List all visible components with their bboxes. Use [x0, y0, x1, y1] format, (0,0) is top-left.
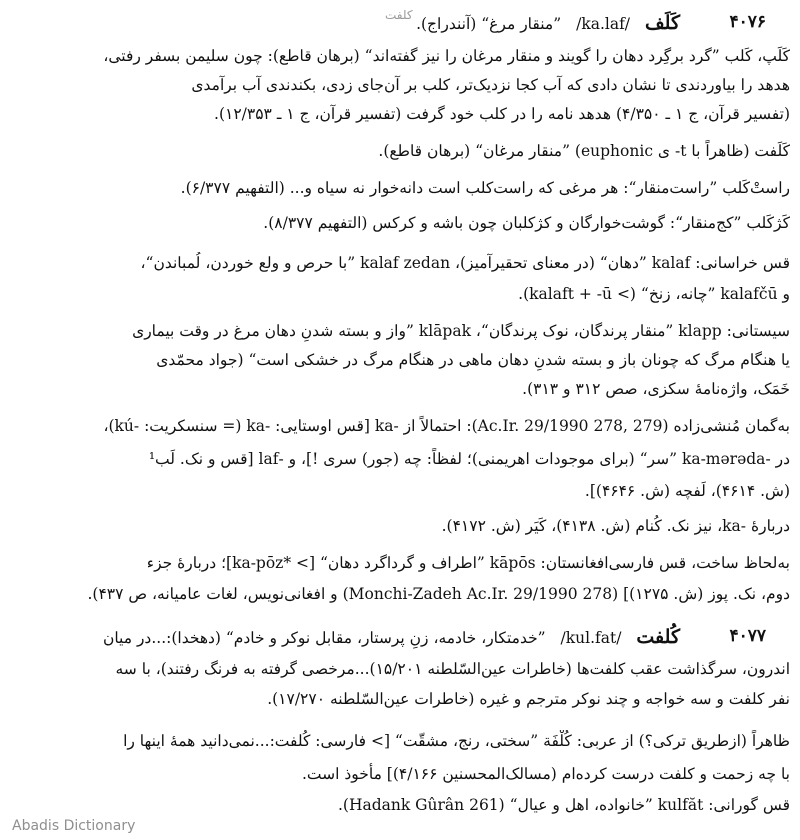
entry-title — [416, 12, 680, 34]
entry-line: با چه زحمت و کلفت درست کرده‌ام (مسالک‌المحسنین ۴/۱۶۶)] مأخوذ است. — [301, 765, 790, 783]
entry-number: ۴۰۷۷ — [729, 626, 766, 646]
entry-line: در -ka-mərəda ”سر“ (برای موجودات اهریمنی)؛ لفظاً: چه (جور) سری !]، و -laf [قس و نک. لَب¹ — [148, 450, 790, 468]
entry-number: ۴۰۷۶ — [729, 12, 766, 32]
entry-line: (تفسیر قرآن، ج ۱ ـ ۴/۳۵۰) هدهد نامه را در کلب خود گرفت (تفسیر قرآن، ج ۱ ـ ۱۲/۳۵۳). — [214, 105, 790, 123]
entry-line: نفر کلفت و سه خواجه و چند نوکر مترجم و غیره (خاطرات عین‌السّلطنه ۱۷/۲۷۰). — [267, 690, 790, 708]
entry-line: کَژکَلب ”کج‌منقار“: گوشت‌خوارگان و کژکلبان چون باشه و کرکس (التفهیم ۸/۳۷۷). — [263, 214, 790, 232]
gloss: ”خدمتکار، خادمه، زنِ پرستار، مقابل نوکر و خادم“ (دهخدا):...در میان — [102, 629, 546, 647]
pronunciation: /ka.laf/ — [576, 15, 631, 33]
entry-line: و kalafčū ”چانه، زنخ“ (> kalaft + -ū). — [518, 285, 790, 303]
entry-line: اندرون، سرگذاشت عقب کلفت‌ها (خاطرات عین‌السّلطنه ۱۵/۲۰۱)...مرخصی گرفته به فرنگ رفتند)، با سه — [115, 660, 790, 678]
entry-line: کَلَفت (ظاهراً با t- ی euphonic) ”منقار مرغان“ (برهان قاطع). — [378, 142, 790, 160]
entry-4077-header — [10, 626, 790, 652]
entry-line: ظاهراً (ازطریق ترکی؟) از عربی: کُلْفَة ”سختی، رنج، مشقّت“ [> فارسی: کُلفت:...نمی‌دانید همهٔ اینها را — [123, 732, 790, 750]
entry-4076-header — [10, 12, 790, 38]
entry-line: سیستانی: klapp ”منقار پرندگان، نوک پرندگان“، klāpak ”واز و بسته شدنِ دهان مرغ در وقت بیماری — [132, 322, 790, 340]
header-watermark: کلفت — [385, 8, 413, 22]
pronunciation: /kul.fat/ — [560, 629, 622, 647]
headword: کَلَف — [644, 12, 680, 34]
entry-line: خَمَک، واژه‌نامهٔ سکزی، صص ۳۱۲ و ۳۱۳). — [522, 380, 790, 398]
entry-line: به‌گمان مُنشی‌زاده (Ac.Ir. 29/1990 278, 279): احتمالاً از -ka [قس اوستایی: -ka (= سنسکریت: -kú)، — [103, 417, 790, 435]
headword: کُلفت — [636, 626, 680, 648]
entry-line: راستْ‌کَلب ”راست‌منقار“: هر مرغی که راست‌کلب است دانه‌خوار نه سیاه و... (التفهیم ۶/۳۷۷). — [180, 179, 790, 197]
entry-line: قس گورانی: kulfăt ”خانواده، اهل و عیال“ (Hadank Gûrân 261). — [337, 796, 790, 814]
entry-line: قس خراسانی: kalaf ”دهان“ (در معنای تحقیرآمیز)، kalaf zedan ”با حرص و ولع خوردن، لُمباندن“، — [140, 254, 790, 272]
entry-line: دربارهٔ -ka، نیز نک. کُنام (ش. ۴۱۳۸)، کَیَر (ش. ۴۱۷۲). — [441, 517, 790, 535]
entry-line: دوم، نک. پوز (ش. ۱۲۷۵)] (Monchi-Zadeh Ac.Ir. 29/1990 278) و افغانی‌نویس، لغات عامیانه، ص ۴۳۷). — [87, 585, 790, 603]
entry-line: هدهد را بیاوردندی تا نشان دادی که آب کجا نزدیک‌تر، کلب بر آن‌جای زدی، بکندندی آب برآمدی — [191, 76, 790, 94]
gloss: ”منقار مرغ“ (آنندراج). — [416, 15, 562, 33]
entry-line: کَلَپ، کَلب ”گرد برگِرد دهان را گویند و منقار مرغان را نیز گفته‌اند“ (برهان قاطع): چون سلیمن بسفر رفتی، — [103, 47, 790, 65]
footer-watermark: Abadis Dictionary — [12, 818, 136, 834]
entry-line: (ش. ۴۶۱۴)، لَفچه (ش. ۴۶۴۶)]. — [584, 482, 790, 500]
entry-line: به‌لحاظ ساخت، قس فارسی‌افغانستان: kāpōs ”اطراف و گرداگرد دهان“ [> *ka-pōz]؛ دربارهٔ جزء — [146, 554, 790, 572]
entry-line: یا هنگام مرگ که چونان باز و بسته شدنِ دهان ماهی در هنگام مرگ در خشکی است“ (جواد محمّدی — [156, 351, 790, 369]
entry-title — [103, 626, 680, 648]
